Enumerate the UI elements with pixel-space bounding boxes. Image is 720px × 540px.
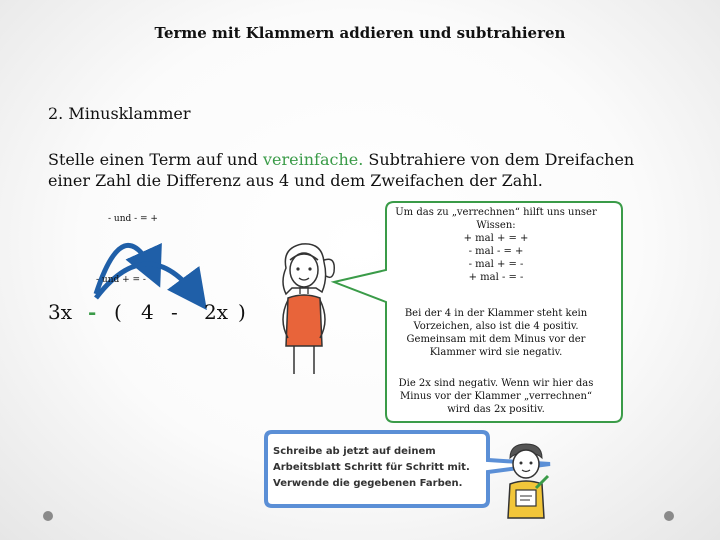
bubble-bottom-line: wird das 2x positiv. [447,404,545,415]
term-2x: 2x [204,300,229,324]
bubble-bottom [383,377,609,416]
operator-minus-inner: - [171,300,178,324]
note-line: Verwende die gegebenen Farben. [273,478,463,489]
bubble-middle-line: Vorzeichen, also ist die 4 positiv. [413,321,579,332]
task-text [48,149,648,191]
bubble-intro [383,206,609,284]
task-text-before: Stelle einen Term auf und [48,150,263,169]
term-3x: 3x [48,300,73,324]
bubble-bottom-line: Minus vor der Klammer „verrechnen“ [399,391,592,402]
rule-minus-plus-bubble: - mal + = - [468,259,524,270]
boy-character-icon [496,440,556,520]
note-line: Schreibe ab jetzt auf deinem [273,446,436,457]
bubble-intro-line: Um das zu „verrechnen“ hilft uns unser [395,207,597,218]
slide-title: Terme mit Klammern addieren und subtrahieren [154,24,566,42]
task-text-after: Subtrahiere von dem Dreifachen einer Zahl die Differenz aus 4 und dem Zweifachen der Zahl. [48,150,635,190]
rule-plus-minus-bubble: + mal - = - [468,272,524,283]
bubble-bottom-line: Die 2x sind negativ. Wenn wir hier das [398,378,594,389]
rule-minus-plus: - und + = - [96,275,146,285]
open-parenthesis: ( [114,300,122,324]
close-parenthesis: ) [238,300,246,324]
rule-plus-plus: + mal + = + [463,233,529,244]
note-line: Arbeitsblatt Schritt für Schritt mit. [273,462,470,473]
rule-minus-minus-bubble: - mal - = + [468,246,524,257]
bubble-middle-line: Klammer wird sie negativ. [429,347,563,358]
operator-minus: - [88,300,97,324]
bubble-middle-line: Bei der 4 in der Klammer steht kein [404,308,588,319]
rule-minus-minus: - und - = + [108,214,158,224]
bubble-middle-line: Gemeinsam mit dem Minus vor der [406,334,586,345]
nav-dot-right [664,511,674,521]
task-highlight: vereinfache. [263,150,364,169]
bubble-intro-line: Wissen: [476,220,516,231]
bubble-middle [383,307,609,359]
nav-dot-left [43,511,53,521]
section-heading: 2. Minusklammer [48,104,191,123]
term-4: 4 [141,300,154,324]
